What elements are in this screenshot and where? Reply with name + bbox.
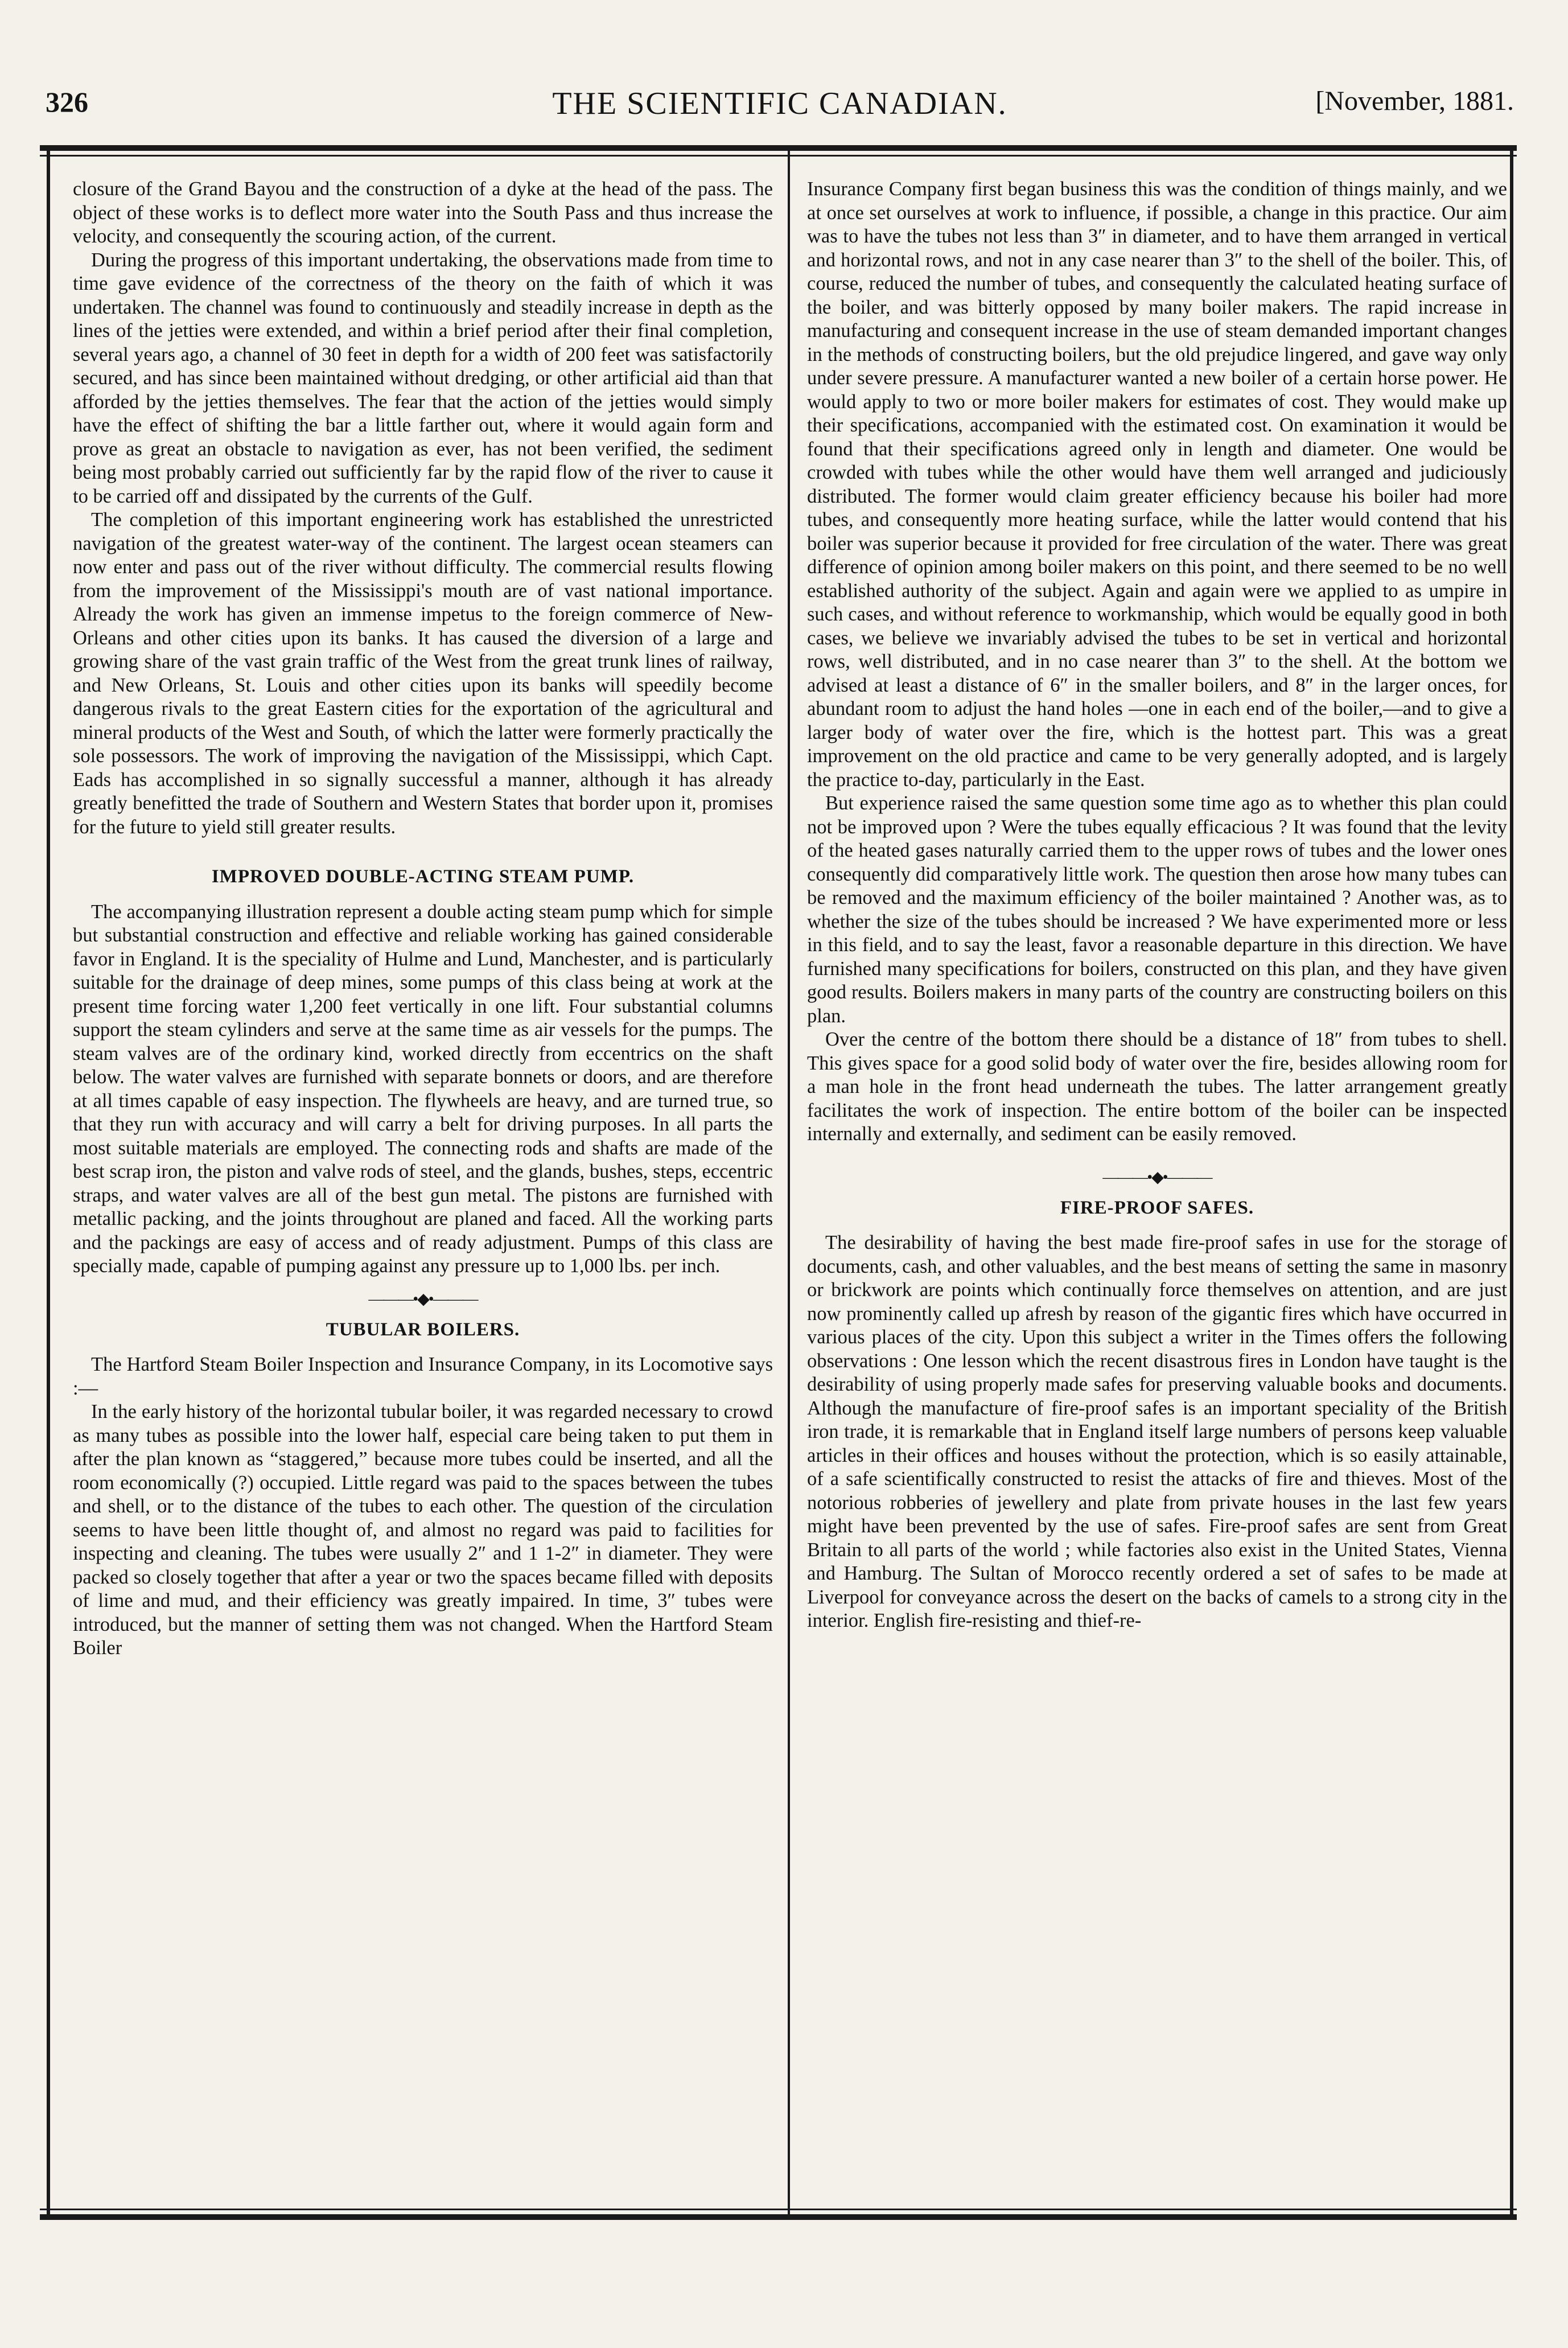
paragraph: But experience raised the same question some time ago as to whether this plan could not be improved upon ? Were the tubes equally efficacious ? It was found that the levity of the heated gases naturally carried them to the upper rows of tubes and the lower ones consequently did comparatively little work. The question then arose how many tubes can be removed and the maximum efficiency of the boiler maintained ? Another was, as to whether the size of the tubes should be increased ? We have experimented more or less in this field, and to say the least, favor a reasonable departure in this direction. We have furnished many specifications for boilers, constructed on this plan, and they have given good results. Boilers makers in many parts of the country are constructing boilers on this plan.: [807, 792, 1507, 1027]
column-divider-rule: [788, 151, 790, 2217]
page-header: [46, 85, 1514, 137]
right-border-rule: [1510, 151, 1513, 2217]
paragraph: During the progress of this important undertaking, the observations made from time to time gave evidence of the correctness of the theory on the faith of which it was undertaken. The channel was found to continuously and steadily increase in depth as the lines of the jetties were extended, and within a brief period after their final completion, several years ago, a channel of 30 feet in depth for a width of 200 feet was satisfactorily secured, and has since been maintained without dredging, or other artificial aid than that afforded by the jetties themselves. The fear that the action of the jetties would simply have the effect of shifting the bar a little farther out, where it would again form and prove as great an obstacle to navigation as ever, has not been verified, the sediment being most probably carried out sufficiently far by the rapid flow of the river to cause it to be carried off and dissipated by the currents of the Gulf.: [73, 249, 773, 507]
left-column: [73, 178, 773, 2201]
paragraph: The completion of this important engineering work has established the unrestricted navigation of the greatest water-way of the continent. The largest ocean steamers can now enter and pass out of the river without difficulty. The commercial results flowing from the improvement of the Mississippi's mouth are of vast national importance. Already the work has given an immense impetus to the foreign commerce of New-Orleans and other cities upon its banks. It has caused the diversion of a large and growing share of the vast grain traffic of the West from the great trunk lines of railway, and New Orleans, St. Louis and other cities upon its banks will speedily become dangerous rivals to the great Eastern cities for the exportation of the agricultural and mineral products of the West and South, of which the latter were formerly practically the sole possessors. The work of improving the navigation of the Mississippi, which Capt. Eads has accomplished in so signally successful a manner, although it has already greatly benefitted the trade of Southern and Western States that border upon it, promises for the future to yield still greater results.: [73, 509, 773, 838]
left-border-rule: [47, 151, 50, 2217]
issue-date: [November, 1881.: [1315, 86, 1514, 116]
page-number: 326: [46, 86, 88, 118]
bottom-inner-rule: [40, 2209, 1517, 2210]
paragraph: Over the centre of the bottom there should be a distance of 18″ from tubes to shell. This gives space for a good solid body of water over the fire, besides allowing room for a man hole in the front head underneath the tubes. The latter arrangement greatly facilitates the work of inspection. The entire bottom of the boiler can be inspected internally and externally, and sediment can be easily removed.: [807, 1029, 1507, 1145]
journal-title: THE SCIENTIFIC CANADIAN.: [552, 86, 1007, 121]
section-heading-tubular-boilers: TUBULAR BOILERS.: [326, 1319, 520, 1340]
top-inner-rule: [40, 155, 1517, 157]
section-ornament: ———•◆•———: [1102, 1168, 1212, 1186]
paragraph: The desirability of having the best made fire-proof safes in use for the storage of documents, cash, and other valuables, and the best means of setting the same in masonry or brickwork are points which continually force themselves on attention, and are just now prominently called up afresh by reason of the gigantic fires which have occurred in various places of the city. Upon this subject a writer in the Times offers the following observations : One lesson which the recent disastrous fires in London have taught is the desirability of using properly made safes for preserving valuable books and documents. Although the manufacture of fire-proof safes is an important speciality of the British iron trade, it is remarkable that in England itself large numbers of persons keep valuable articles in their offices and houses without the protection, which is so easily attainable, of a safe scientifically constructed to resist the attacks of fire and thieves. Most of the notorious robberies of jewellery and plate from private houses in the last few years might have been prevented by the use of safes. Fire-proof safes are sent from Great Britain to all parts of the world ; while factories also exist in the United States, Vienna and Hamburg. The Sultan of Morocco recently ordered a set of safes to be made at Liverpool for conveyance across the desert on the backs of camels to a strong city in the interior. English fire-resisting and thief-re-: [807, 1232, 1507, 1631]
section-heading-fire-proof-safes: FIRE-PROOF SAFES.: [1060, 1197, 1254, 1218]
paragraph: The Hartford Steam Boiler Inspection and Insurance Company, in its Locomotive says :—: [73, 1354, 773, 1399]
right-column: [807, 178, 1507, 2201]
paragraph: closure of the Grand Bayou and the construction of a dyke at the head of the pass. The object of these works is to deflect more water into the South Pass and thus increase the velocity, and consequently the scouring action, of the current.: [73, 178, 773, 247]
paragraph: The accompanying illustration represent a double acting steam pump which for simple but substantial construction and effective and reliable working has gained considerable favor in England. It is the speciality of Hulme and Lund, Manchester, and is particularly suitable for the drainage of deep mines, some pumps of this class being at work at the present time forcing water 1,200 feet vertically in one lift. Four substantial columns support the steam cylinders and serve at the same time as air vessels for the pumps. The steam valves are of the ordinary kind, worked directly from eccentrics on the shaft below. The water valves are furnished with separate bonnets or doors, and are therefore at all times capable of easy inspection. The flywheels are heavy, and are turned true, so that they run with accuracy and will carry a belt for driving purposes. In all parts the most suitable materials are employed. The connecting rods and shafts are made of the best scrap iron, the piston and valve rods of steel, and the glands, bushes, steps, eccentric straps, and water valves are all of the best gun metal. The pistons are furnished with metallic packing, and the joints throughout are planed and faced. All the working parts and the packings are easy of access and of ready adjustment. Pumps of this class are specially made, capable of pumping against any pressure up to 1,000 lbs. per inch.: [73, 900, 773, 1277]
bottom-rule: [40, 2214, 1517, 2220]
section-heading-steam-pump: IMPROVED DOUBLE-ACTING STEAM PUMP.: [211, 866, 635, 887]
section-ornament: ———•◆•———: [368, 1290, 478, 1308]
paragraph: In the early history of the horizontal tubular boiler, it was regarded necessary to crowd as many tubes as possible into the lower half, especial care being taken to put them in after the plan known as “staggered,” because more tubes could be inserted, and all the room economically (?) occupied. Little regard was paid to the spaces between the tubes and shell, or to the distance of the tubes to each other. The question of the circulation seems to have been little thought of, and almost no regard was paid to facilities for inspecting and cleaning. The tubes were usually 2″ and 1 1-2″ in diameter. They were packed so closely together that after a year or two the spaces became filled with deposits of lime and mud, and their efficiency was greatly impaired. In time, 3″ tubes were introduced, but the manner of setting them was not changed. When the Hartford Steam Boiler: [73, 1401, 773, 1659]
top-rule: [40, 145, 1517, 151]
paragraph: Insurance Company first began business this was the condition of things mainly, and we at once set ourselves at work to influence, if possible, a change in this practice. Our aim was to have the tubes not less than 3″ in diameter, and to have them arranged in vertical and horizontal rows, and not in any case nearer than 3″ to the shell of the boiler. This, of course, reduced the number of tubes, and consequently the calculated heating surface of the boiler, and was bitterly opposed by many boiler makers. The rapid increase in manufacturing and consequent increase in the use of steam demanded important changes in the methods of constructing boilers, but the old prejudice lingered, and gave way only under severe pressure. A manufacturer wanted a new boiler of a certain horse power. He would apply to two or more boiler makers for estimates of cost. They would make up their specifications, accompanied with the estimated cost. On examination it would be found that their specifications agreed only in length and diameter. One would be crowded with tubes while the other would have them well arranged and judiciously distributed. The former would claim greater efficiency because his boiler had more tubes, and consequently more heating surface, while the latter would contend that his boiler was superior because it provided for free circulation of the water. There was great difference of opinion among boiler makers on this point, and there seemed to be no well established authority of the subject. Again and again were we applied to as umpire in such cases, and without reference to workmanship, which would be equally good in both cases, we believe we invariably advised the tubes to be set in vertical and horizontal rows, well distributed, and in no case nearer than 3″ to the shell. At the bottom we advised at least a distance of 6″ in the smaller boilers, and 8″ in the larger onces, for abundant room to adjust the hand holes —one in each end of the boiler,—and to give a larger body of water over the fire, which is the hottest part. This was a great improvement on the old practice and came to be very generally adopted, and is largely the practice to-day, particularly in the East.: [807, 178, 1507, 791]
